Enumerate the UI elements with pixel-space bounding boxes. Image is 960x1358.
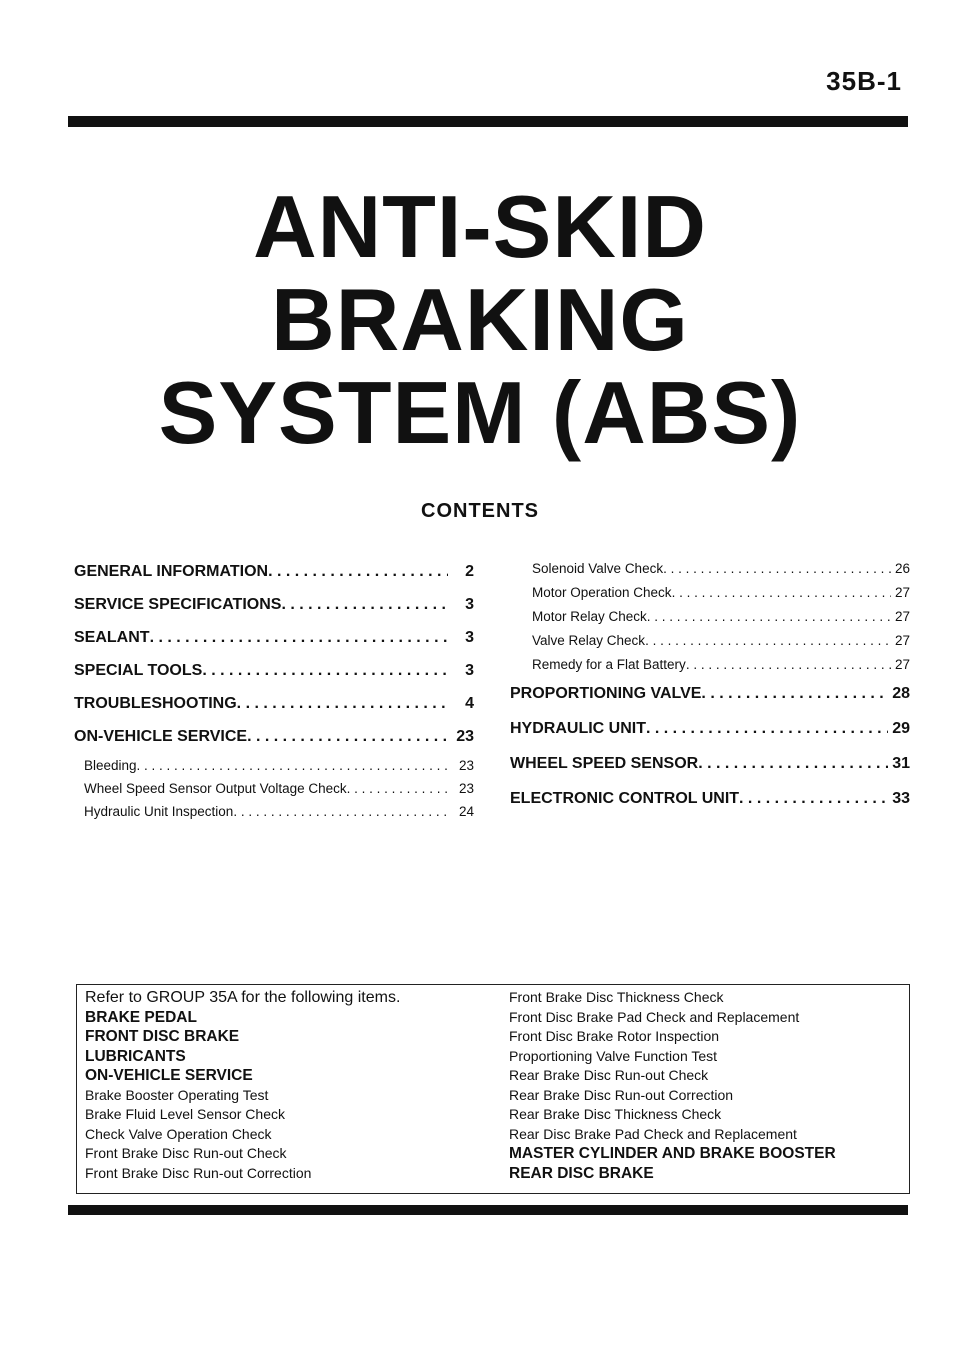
reference-right-column bbox=[509, 988, 836, 1183]
toc-subentry-label: Bleeding bbox=[84, 758, 137, 773]
reference-item[interactable]: Rear Brake Disc Run-out Check bbox=[509, 1067, 709, 1083]
reference-section[interactable]: LUBRICANTS bbox=[85, 1047, 186, 1065]
toc-subentry-page: 27 bbox=[894, 633, 910, 648]
title-line-1: ANTI-SKID bbox=[253, 177, 707, 276]
toc-entry-page: 4 bbox=[465, 695, 474, 712]
toc-entry-page: 28 bbox=[892, 685, 910, 702]
toc-entry-page: 31 bbox=[892, 755, 910, 772]
toc-subentry-label: Wheel Speed Sensor Output Voltage Check bbox=[84, 781, 347, 796]
reference-section[interactable]: MASTER CYLINDER AND BRAKE BOOSTER bbox=[509, 1145, 836, 1162]
toc-subentry[interactable] bbox=[74, 801, 474, 824]
reference-item[interactable]: Brake Booster Operating Test bbox=[85, 1086, 269, 1103]
toc-subentry[interactable] bbox=[510, 581, 910, 605]
reference-section[interactable]: ON-VEHICLE SERVICE bbox=[85, 1067, 253, 1084]
toc-subentry-label: Valve Relay Check bbox=[532, 633, 646, 648]
toc-entry-label: SPECIAL TOOLS bbox=[74, 662, 203, 679]
toc-entry-label: HYDRAULIC UNIT bbox=[510, 720, 646, 737]
toc-subentry[interactable] bbox=[510, 557, 910, 581]
toc-entry[interactable] bbox=[74, 590, 474, 623]
reference-item[interactable]: Front Brake Disc Run-out Check bbox=[85, 1145, 287, 1161]
reference-section[interactable]: FRONT DISC BRAKE bbox=[85, 1028, 240, 1045]
toc-subentry-label: Remedy for a Flat Battery bbox=[532, 657, 686, 672]
toc-entry[interactable] bbox=[74, 689, 474, 722]
toc-entry[interactable] bbox=[74, 722, 474, 755]
toc-entry-page: 2 bbox=[465, 563, 474, 580]
toc-subentry[interactable] bbox=[74, 755, 474, 778]
bottom-rule bbox=[68, 1205, 908, 1215]
title-line-3: SYSTEM (ABS) bbox=[158, 363, 802, 462]
toc-subentry-label: Motor Operation Check bbox=[532, 585, 672, 600]
toc-entry-page: 3 bbox=[465, 629, 474, 646]
toc-right-column bbox=[510, 557, 910, 817]
reference-item[interactable]: Front Disc Brake Pad Check and Replacement bbox=[509, 1008, 800, 1025]
toc-entry[interactable] bbox=[74, 557, 474, 590]
toc-entry-page: 23 bbox=[456, 728, 474, 745]
toc-subentry-page: 23 bbox=[458, 781, 474, 796]
toc-entry[interactable] bbox=[510, 782, 910, 817]
toc-entry-page: 3 bbox=[465, 662, 474, 679]
toc-left-column bbox=[74, 557, 474, 824]
toc-entry-page: 3 bbox=[465, 596, 474, 613]
reference-item[interactable]: Check Valve Operation Check bbox=[85, 1125, 272, 1142]
reference-item[interactable]: Rear Brake Disc Run-out Correction bbox=[509, 1086, 734, 1103]
reference-intro: Refer to GROUP 35A for the following items. bbox=[85, 989, 401, 1006]
reference-item[interactable]: Rear Disc Brake Pad Check and Replacement bbox=[509, 1125, 797, 1142]
reference-item[interactable]: Front Brake Disc Thickness Check bbox=[509, 989, 724, 1005]
toc-entry-page: 29 bbox=[892, 720, 910, 737]
toc-entry[interactable] bbox=[510, 747, 910, 782]
toc-subentry[interactable] bbox=[510, 653, 910, 677]
toc-subentry[interactable] bbox=[510, 605, 910, 629]
toc-subentry[interactable] bbox=[510, 629, 910, 653]
reference-item[interactable]: Proportioning Valve Function Test bbox=[509, 1047, 718, 1064]
toc-subentry[interactable] bbox=[74, 778, 474, 801]
toc-subentry-page: 27 bbox=[894, 585, 910, 600]
toc-entry-label: TROUBLESHOOTING bbox=[74, 695, 237, 712]
toc-subentry-page: 23 bbox=[458, 758, 474, 773]
contents-heading: CONTENTS bbox=[421, 500, 539, 522]
toc-entry-page: 33 bbox=[892, 790, 910, 807]
page-title bbox=[0, 177, 960, 462]
title-line-2: BRAKING bbox=[271, 270, 689, 369]
reference-section[interactable]: BRAKE PEDAL bbox=[85, 1008, 197, 1026]
toc-subentry-label: Motor Relay Check bbox=[532, 609, 647, 624]
reference-section[interactable]: REAR DISC BRAKE bbox=[509, 1164, 654, 1182]
toc-entry-label: ON-VEHICLE SERVICE bbox=[74, 728, 248, 745]
reference-item[interactable]: Brake Fluid Level Sensor Check bbox=[85, 1106, 285, 1122]
toc-subentry-page: 27 bbox=[894, 609, 910, 624]
reference-item[interactable]: Rear Brake Disc Thickness Check bbox=[509, 1106, 722, 1122]
toc-entry[interactable] bbox=[510, 677, 910, 712]
page-number: 35B-1 bbox=[826, 66, 902, 96]
toc-entry-label: GENERAL INFORMATION bbox=[74, 563, 269, 580]
reference-item[interactable]: Front Disc Brake Rotor Inspection bbox=[509, 1028, 720, 1044]
toc-entry[interactable] bbox=[74, 623, 474, 656]
top-rule bbox=[68, 116, 908, 127]
toc-subentry-page: 24 bbox=[458, 804, 474, 819]
toc-entry-label: SERVICE SPECIFICATIONS bbox=[74, 596, 282, 613]
toc-entry-label: SEALANT bbox=[74, 629, 150, 646]
toc-subentry-label: Hydraulic Unit Inspection bbox=[84, 804, 234, 819]
reference-box bbox=[76, 984, 910, 1194]
toc-subentry-page: 26 bbox=[894, 561, 910, 576]
reference-left-column bbox=[85, 988, 400, 1183]
toc-entry[interactable] bbox=[74, 656, 474, 689]
toc-subentry-label: Solenoid Valve Check bbox=[532, 561, 664, 576]
toc-subentry-page: 27 bbox=[894, 657, 910, 672]
toc-entry-label: WHEEL SPEED SENSOR bbox=[510, 755, 699, 772]
reference-item[interactable]: Front Brake Disc Run-out Correction bbox=[85, 1164, 312, 1181]
toc-entry[interactable] bbox=[510, 712, 910, 747]
toc-entry-label: PROPORTIONING VALVE bbox=[510, 685, 702, 702]
toc-entry-label: ELECTRONIC CONTROL UNIT bbox=[510, 790, 740, 807]
